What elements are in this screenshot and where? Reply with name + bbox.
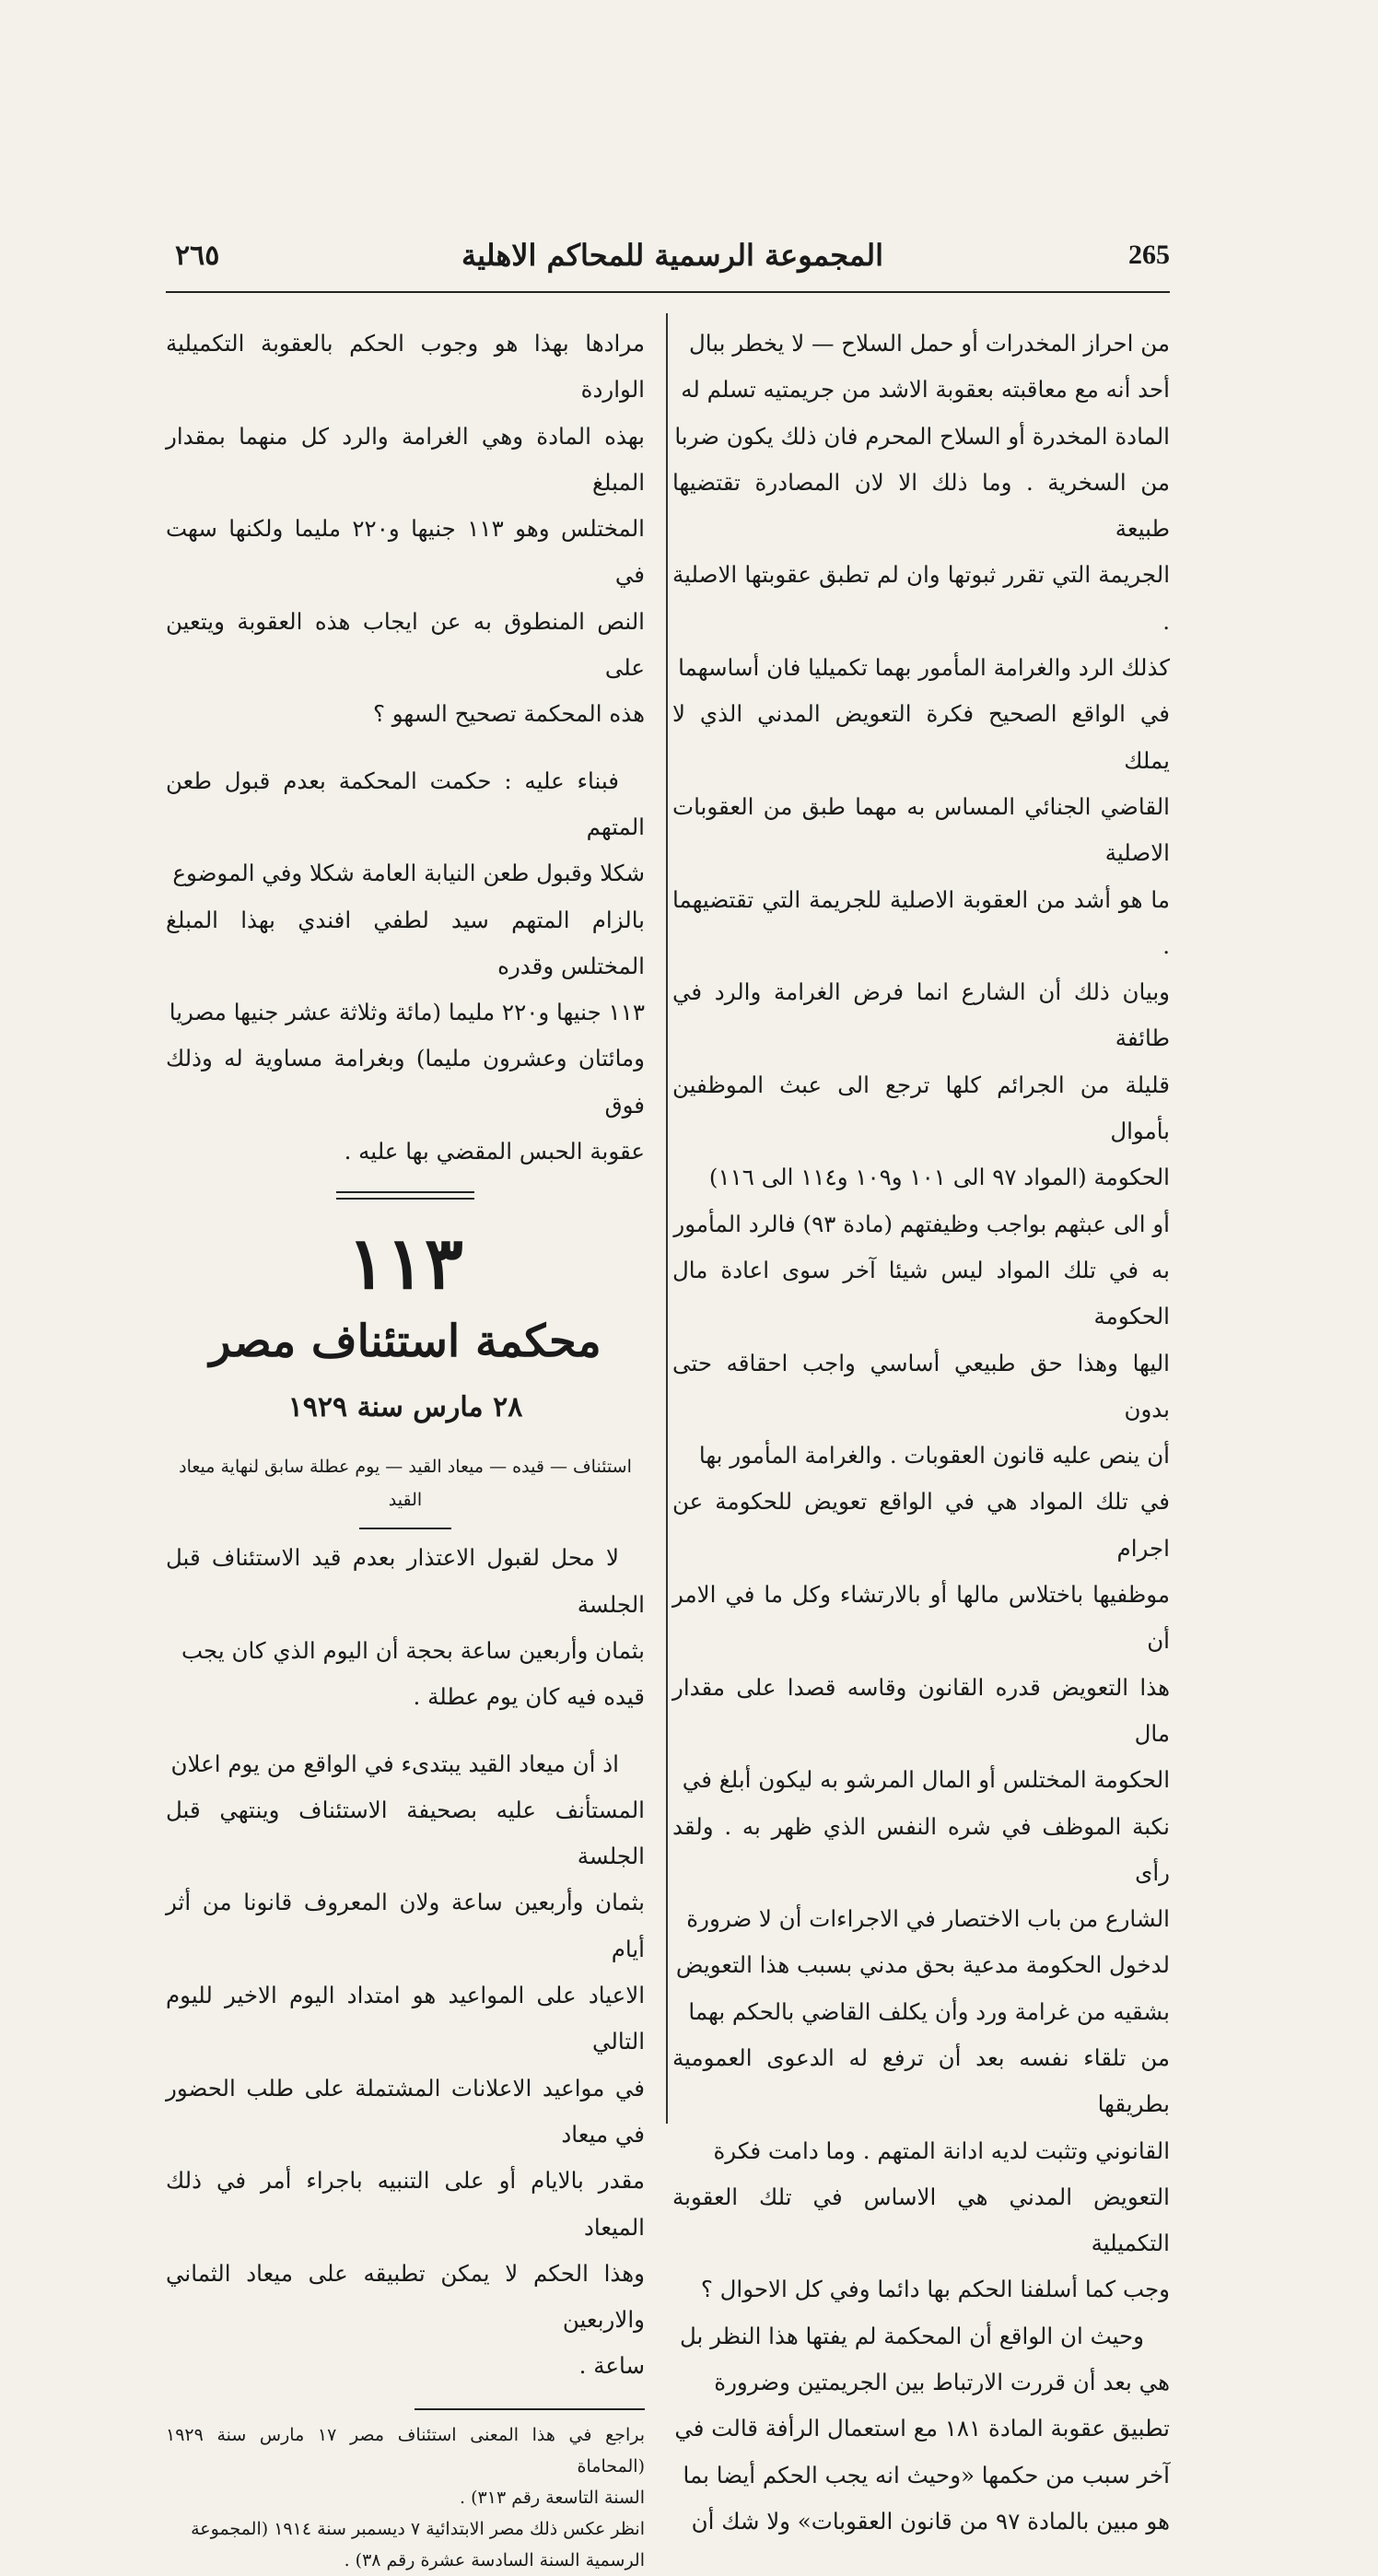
- text-line: ١١٣ جنيها و٢٢٠ مليما (مائة وثلاثة عشر جنيها مصريا: [169, 999, 645, 1026]
- running-title: المجموعة الرسمية للمحاكم الاهلية: [461, 238, 884, 273]
- text-line: هو مبين بالمادة ٩٧ من قانون العقوبات» ولا شك أن: [691, 2507, 1170, 2535]
- left-column: [166, 321, 645, 2576]
- text-line: من تلقاء نفسه بعد أن ترفع له الدعوى العمومية بطريقها: [672, 2043, 1170, 2118]
- text-line: كذلك الرد والغرامة المأمور بهما تكميليا فان أساسهما: [678, 654, 1170, 682]
- text-line: ما هو أشد من العقوبة الاصلية للجريمة التي تقتضيهما .: [672, 885, 1170, 959]
- text-line: هذا التعويض قدره القانون وقاسه قصدا على مقدار مال: [672, 1673, 1170, 1747]
- section-double-rule: [336, 1191, 474, 1200]
- text-line: وهذا الحكم لا يمكن تطبيقه على ميعاد الثماني والاربعين: [166, 2259, 645, 2334]
- headnote-line: قيده فيه كان يوم عطلة .: [413, 1683, 645, 1711]
- text-line: ومائتان وعشرون مليما) وبغرامة مساوية له وذلك فوق: [166, 1045, 645, 1118]
- text-line: المادة المخدرة أو السلاح المحرم فان ذلك يكون ضربا: [674, 422, 1170, 450]
- text-line: الجريمة التي تقرر ثبوتها وان لم تطبق عقوبتها الاصلية .: [672, 561, 1170, 635]
- paragraph-gap: [166, 1721, 645, 1741]
- text-line: وجب كما أسلفنا الحكم بها دائما وفي كل الاحوال ؟: [700, 2276, 1170, 2303]
- text-line: شكلا وقبول طعن النيابة العامة شكلا وفي الموضوع: [172, 860, 645, 887]
- text-line: الشارع من باب الاختصار في الاجراءات أن لا ضرورة: [686, 1905, 1170, 1933]
- page-header: [175, 238, 1170, 289]
- text-line: عقوبة الحبس المقضي بها عليه .: [344, 1138, 645, 1165]
- text-line: مقدر بالايام أو على التنبيه باجراء أمر في ذلك الميعاد: [166, 2167, 645, 2241]
- text-line: الحكومة المختلس أو المال المرشو به ليكون أبلغ في: [682, 1766, 1170, 1794]
- footnote-line: الرسمية السنة السادسة عشرة رقم ٣٨) .: [344, 2549, 645, 2570]
- text-line: المختلس وهو ١١٣ جنيها و٢٢٠ مليما ولكنها سهت في: [166, 515, 645, 589]
- text-line: من احراز المخدرات أو حمل السلاح — لا يخطر ببال: [688, 330, 1170, 357]
- text-line: ساعة .: [578, 2352, 645, 2380]
- text-line: اذ أن ميعاد القيد يبتدىء في الواقع من يوم اعلان: [170, 1750, 619, 1777]
- keywords-rule: [359, 1528, 451, 1529]
- text-line: القاضي الجنائي المساس به مهما طبق من العقوبات الاصلية: [672, 792, 1170, 867]
- text-line: لدخول الحكومة مدعية بحق مدني بسبب هذا التعويض: [675, 1951, 1170, 1979]
- text-line: في مواعيد الاعلانات المشتملة على طلب الحضور في ميعاد: [166, 2074, 645, 2148]
- text-line: أو الى عبثهم بواجب وظيفتهم (مادة ٩٣) فالرد المأمور: [673, 1210, 1170, 1237]
- text-line: تطبيق عقوبة المادة ١٨١ مع استعمال الرأفة قالت في: [674, 2415, 1170, 2442]
- text-line: في تلك المواد هي في الواقع تعويض للحكومة عن اجرام: [672, 1488, 1170, 1562]
- case-date: ٢٨ مارس سنة ١٩٢٩: [287, 1391, 523, 1424]
- text-line: أن ينص عليه قانون العقوبات . والغرامة المأمور بها: [698, 1442, 1170, 1469]
- text-line: بثمان وأربعين ساعة ولان المعروف قانونا من أثر أيام: [166, 1889, 645, 1962]
- text-line: قليلة من الجرائم كلها ترجع الى عبث الموظفين بأموال: [672, 1071, 1170, 1145]
- footnote-line: السنة التاسعة رقم ٣١٣) .: [460, 2487, 645, 2508]
- text-line: آخر سبب من حكمها «وحيث انه يجب الحكم أيضا بما: [683, 2461, 1170, 2488]
- page-number-latin: 265: [1128, 240, 1170, 270]
- text-line: النص المنطوق به عن ايجاب هذه العقوبة ويتعين على: [166, 607, 645, 682]
- text-line: بشقيه من غرامة ورد وأن يكلف القاضي بالحكم بهما: [688, 1997, 1170, 2025]
- text-line: المستأنف عليه بصحيفة الاستئناف وينتهي قبل الجلسة: [166, 1796, 645, 1870]
- text-line: فبناء عليه : حكمت المحكمة بعدم قبول طعن المتهم: [166, 767, 645, 840]
- text-line: بالزام المتهم سيد لطفي افندي بهذا المبلغ المختلس وقدره: [166, 906, 645, 979]
- footnote-rule: [415, 2408, 645, 2410]
- text-line: نكبة الموظف في شره النفس الذي ظهر به . ولقد رأى: [672, 1812, 1170, 1886]
- text-line: اليها وهذا حق طبيعي أساسي واجب احقاقه حتى بدون: [672, 1349, 1170, 1423]
- text-line: التعويض المدني هي الاساس في تلك العقوبة التكميلية: [672, 2183, 1170, 2257]
- text-line: القانوني وتثبت لديه ادانة المتهم . وما دامت فكرة: [713, 2137, 1170, 2164]
- paragraph-gap: [166, 738, 645, 758]
- footnote-line: انظر عكس ذلك مصر الابتدائية ٧ ديسمبر سنة ١٩١٤ (المجموعة: [191, 2518, 645, 2539]
- text-line: هي بعد أن قررت الارتباط بين الجريمتين وضرورة: [714, 2369, 1170, 2396]
- court-name: محكمة استئناف مصر: [209, 1316, 601, 1368]
- text-line: الاعياد على المواعيد هو امتداد اليوم الاخير لليوم التالي: [166, 1982, 645, 2055]
- text-line: به في تلك المواد ليس شيئا آخر سوى اعادة مال الحكومة: [672, 1256, 1170, 1330]
- headnote-line: بثمان وأربعين ساعة بحجة أن اليوم الذي كان يجب: [181, 1636, 645, 1664]
- page-number-arabic: ٢٦٥: [175, 240, 220, 272]
- case-number: ١١٣: [347, 1222, 463, 1306]
- text-line: هذه المحكمة تصحيح السهو ؟: [372, 700, 645, 728]
- text-line: الحكومة (المواد ٩٧ الى ١٠١ و١٠٩ و١١٤ الى ١١٦): [708, 1164, 1170, 1191]
- right-column: [672, 321, 1170, 2545]
- text-line: وحيث ان الواقع أن المحكمة لم يفتها هذا النظر بل: [679, 2322, 1144, 2349]
- text-line: وبيان ذلك أن الشارع انما فرض الغرامة والرد في طائفة: [672, 978, 1170, 1052]
- text-line: في الواقع الصحيح فكرة التعويض المدني الذي لا يملك: [672, 700, 1170, 774]
- column-divider: [666, 313, 668, 2124]
- case-keywords: استئناف — قيده — ميعاد القيد — يوم عطلة سابق لنهاية ميعاد القيد: [179, 1457, 632, 1511]
- header-rule: [166, 291, 1170, 293]
- text-line: مرادها بهذا هو وجوب الحكم بالعقوبة التكميلية الواردة: [166, 330, 645, 404]
- text-line: موظفيها باختلاس مالها أو بالارتشاء وكل ما في الامر أن: [672, 1581, 1170, 1655]
- text-line: من السخرية . وما ذلك الا لان المصادرة تقتضيها طبيعة: [672, 468, 1170, 543]
- text-line: بهذه المادة وهي الغرامة والرد كل منهما بمقدار المبلغ: [166, 422, 645, 496]
- text-line: أحد أنه مع معاقبته بعقوبة الاشد من جريمتيه تسلم له: [681, 376, 1170, 404]
- headnote-line: لا محل لقبول الاعتذار بعدم قيد الاستئناف قبل الجلسة: [166, 1544, 645, 1618]
- footnote-line: براجع في هذا المعنى استئناف مصر ١٧ مارس سنة ١٩٢٩ (المحاماة: [166, 2424, 645, 2476]
